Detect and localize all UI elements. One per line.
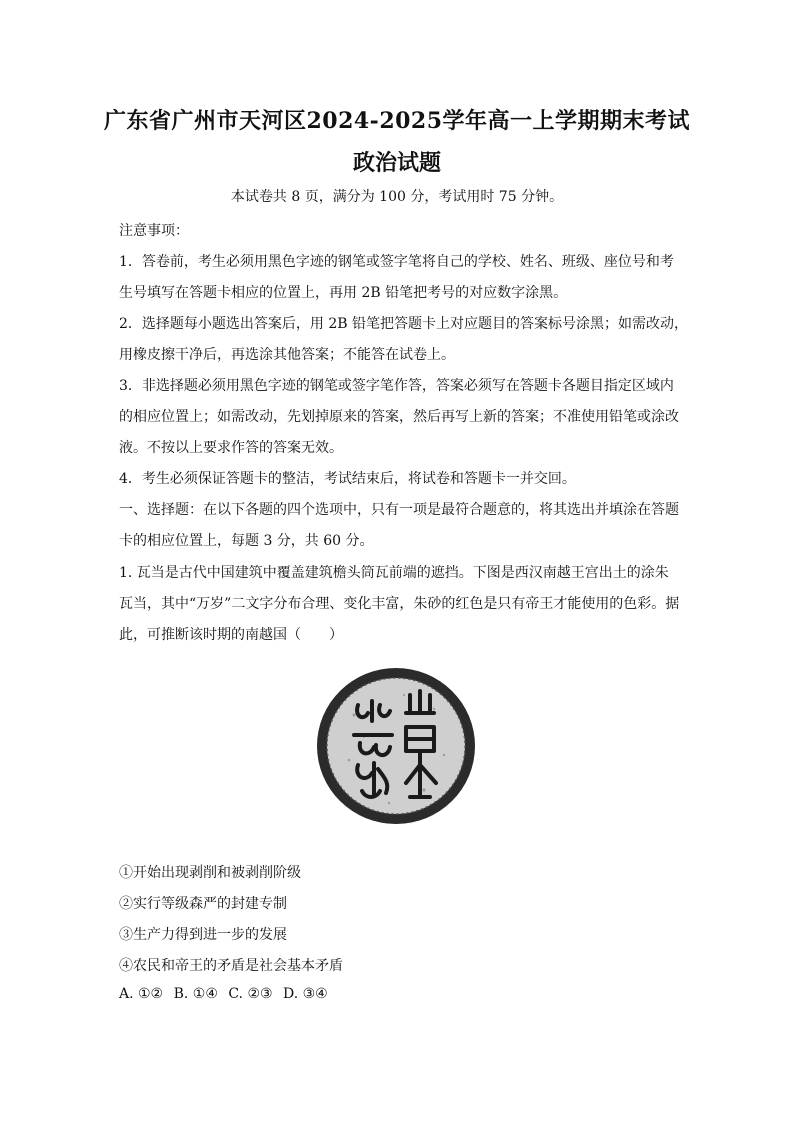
question-stem: 1. 瓦当是古代中国建筑中覆盖建筑檐头筒瓦前端的遮挡。下图是西汉南越王宫出土的涂朱 — [119, 565, 669, 581]
statement-2: ②实行等级森严的封建专制 — [119, 896, 287, 912]
note-line: 液。不按以上要求作答的答案无效。 — [119, 440, 343, 456]
option-a[interactable]: A. ①② — [119, 986, 164, 1002]
notes-heading: 注意事项： — [119, 223, 189, 239]
answer-options — [119, 986, 334, 1002]
note-line: 1．答卷前，考生必须用黑色字迹的钢笔或签字笔将自己的学校、姓名、班级、座位号和考 — [119, 254, 674, 270]
note-line: 2．选择题每小题选出答案后，用 2B 铅笔把答题卡上对应题目的答案标号涂黑；如需改动， — [119, 316, 689, 332]
section-instruction: 一、选择题：在以下各题的四个选项中，只有一项是最符合题意的，将其选出并填涂在答题 — [119, 502, 679, 518]
note-line: 3．非选择题必须用黑色字迹的钢笔或签字笔作答，答案必须写在答题卡各题目指定区域内 — [119, 378, 674, 394]
option-d[interactable]: D. ③④ — [283, 986, 328, 1002]
statement-1: ①开始出现剥削和被剥削阶级 — [119, 865, 301, 881]
exam-title: 广东省广州市天河区2024-2025学年高一上学期期末考试 — [103, 108, 691, 134]
question-stem: 此，可推断该时期的南越国（ ） — [119, 627, 343, 643]
option-b[interactable]: B. ①④ — [173, 986, 218, 1002]
note-line: 4．考生必须保证答题卡的整洁，考试结束后，将试卷和答题卡一并交回。 — [119, 471, 576, 487]
question-stem: 瓦当，其中“万岁”二文字分布合理、变化丰富，朱砂的红色是只有帝王才能使用的色彩。据 — [119, 596, 680, 612]
statement-4: ④农民和帝王的矛盾是社会基本矛盾 — [119, 958, 343, 974]
section-instruction: 卡的相应位置上，每题 3 分，共 60 分。 — [119, 533, 374, 549]
option-c[interactable]: C. ②③ — [228, 986, 273, 1002]
exam-info: 本试卷共 8 页，满分为 100 分，考试用时 75 分钟。 — [230, 189, 564, 205]
subject-title: 政治试题 — [352, 150, 441, 176]
note-line: 的相应位置上；如需改动，先划掉原来的答案，然后再写上新的答案；不准使用铅笔或涂改 — [119, 409, 679, 425]
note-line: 用橡皮擦干净后，再选涂其他答案；不能答在试卷上。 — [119, 347, 455, 363]
note-line: 生号填写在答题卡相应的位置上，再用 2B 铅笔把考号的对应数字涂黑。 — [119, 285, 568, 301]
statement-3: ③生产力得到进一步的发展 — [119, 927, 287, 943]
wadang-roof-tile-image — [314, 665, 478, 827]
